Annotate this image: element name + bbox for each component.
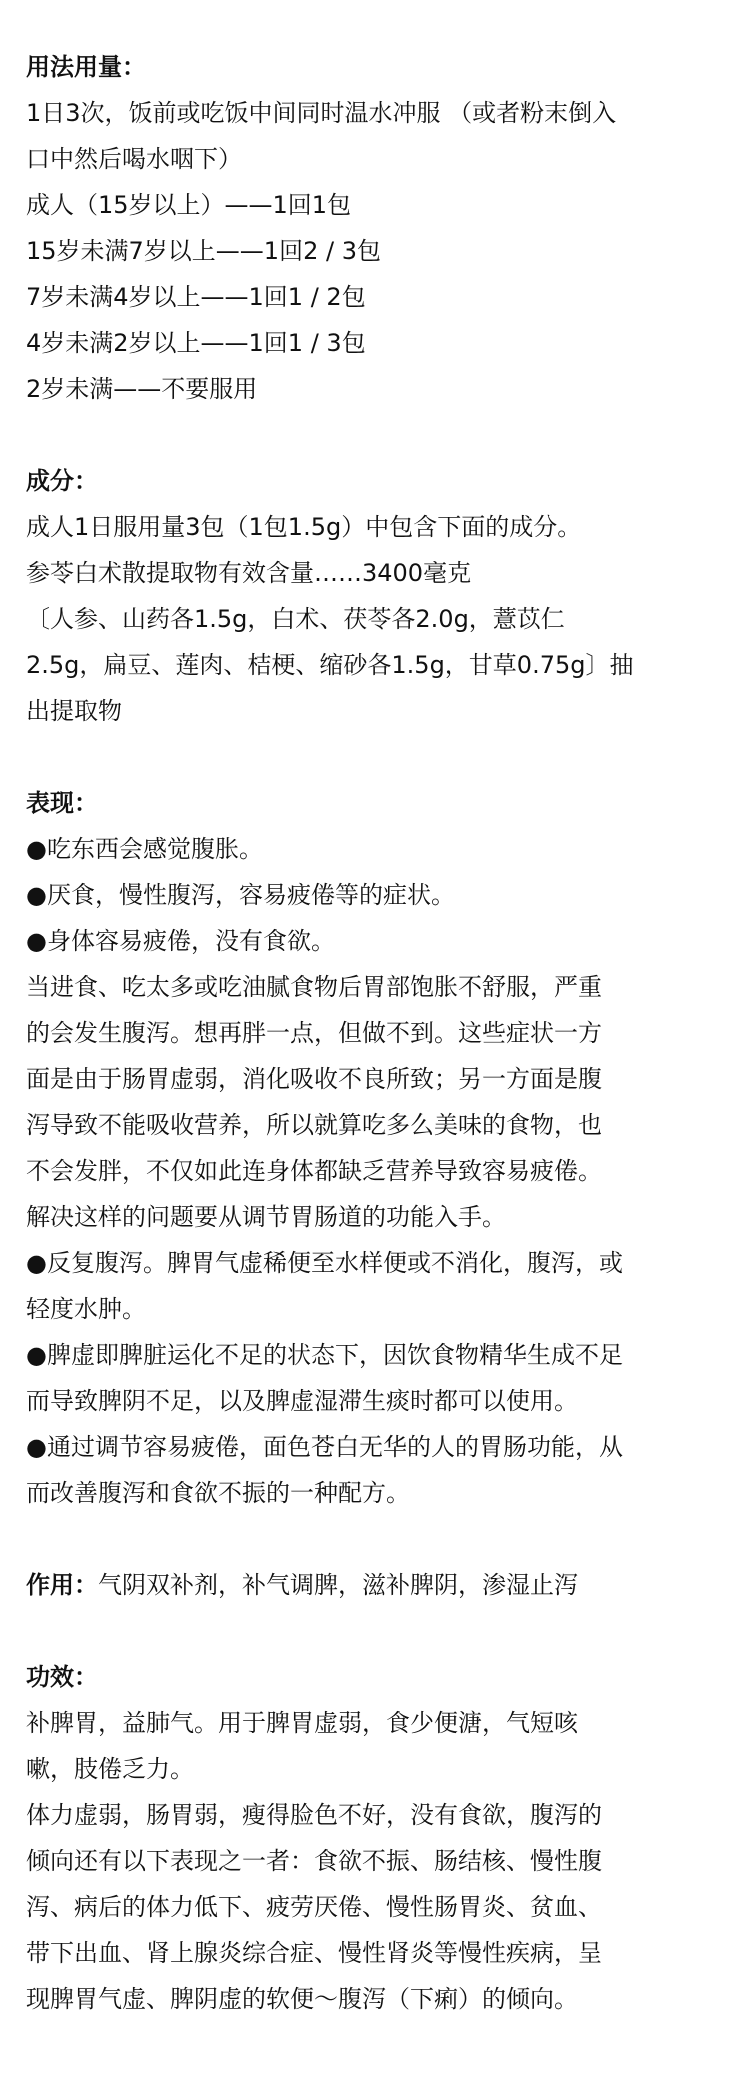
efficacy-line: 泻、病后的体力低下、疲劳厌倦、慢性肠胃炎、贫血、 <box>26 1893 602 1921</box>
symptoms-section <box>26 780 724 1516</box>
action-heading: 作用： <box>26 1571 98 1599</box>
ingredients-line: 出提取物 <box>26 697 122 725</box>
symptoms-line: ●厌食，慢性腹泻，容易疲倦等的症状。 <box>26 881 455 909</box>
usage-line: 1日3次，饭前或吃饭中间同时温水冲服 （或者粉末倒入 <box>26 99 617 127</box>
usage-line: 7岁未满4岁以上——1回1 / 2包 <box>26 283 366 311</box>
symptoms-line: 解决这样的问题要从调节胃肠道的功能入手。 <box>26 1203 506 1231</box>
efficacy-line: 体力虚弱，肠胃弱，瘦得脸色不好，没有食欲，腹泻的 <box>26 1801 602 1829</box>
ingredients-section <box>26 458 724 734</box>
symptoms-line: ●反复腹泻。脾胃气虚稀便至水样便或不消化，腹泻，或 <box>26 1249 623 1277</box>
usage-line: 口中然后喝水咽下） <box>26 145 242 173</box>
action-text: 气阴双补剂，补气调脾，滋补脾阴，渗湿止泻 <box>98 1571 578 1599</box>
action-row <box>26 1562 724 1608</box>
usage-heading: 用法用量： <box>26 53 146 81</box>
ingredients-line: 参苓白术散提取物有效含量……3400毫克 <box>26 559 472 587</box>
symptoms-line: 面是由于肠胃虚弱，消化吸收不良所致；另一方面是腹 <box>26 1065 602 1093</box>
usage-line: 4岁未满2岁以上——1回1 / 3包 <box>26 329 366 357</box>
symptoms-heading: 表现： <box>26 789 98 817</box>
symptoms-line: 而改善腹泻和食欲不振的一种配方。 <box>26 1479 410 1507</box>
ingredients-line: 成人1日服用量3包（1包1.5g）中包含下面的成分。 <box>26 513 582 541</box>
efficacy-line: 倾向还有以下表现之一者：食欲不振、肠结核、慢性腹 <box>26 1847 602 1875</box>
symptoms-line: ●身体容易疲倦，没有食欲。 <box>26 927 335 955</box>
usage-line: 成人（15岁以上）——1回1包 <box>26 191 352 219</box>
usage-line: 2岁未满——不要服用 <box>26 375 258 403</box>
efficacy-section <box>26 1654 724 2022</box>
efficacy-line: 带下出血、肾上腺炎综合症、慢性肾炎等慢性疾病，呈 <box>26 1939 602 1967</box>
symptoms-line: 当进食、吃太多或吃油腻食物后胃部饱胀不舒服，严重 <box>26 973 602 1001</box>
symptoms-line: 不会发胖，不仅如此连身体都缺乏营养导致容易疲倦。 <box>26 1157 602 1185</box>
usage-line: 15岁未满7岁以上——1回2 / 3包 <box>26 237 381 265</box>
symptoms-line: ●通过调节容易疲倦，面色苍白无华的人的胃肠功能，从 <box>26 1433 623 1461</box>
efficacy-heading: 功效： <box>26 1663 98 1691</box>
ingredients-line: 2.5g，扁豆、莲肉、桔梗、缩砂各1.5g，甘草0.75g〕抽 <box>26 651 634 679</box>
symptoms-line: 的会发生腹泻。想再胖一点，但做不到。这些症状一方 <box>26 1019 602 1047</box>
ingredients-line: 〔人参、山药各1.5g，白术、茯苓各2.0g，薏苡仁 <box>26 605 565 633</box>
usage-section <box>26 44 724 412</box>
symptoms-line: 轻度水肿。 <box>26 1295 146 1323</box>
efficacy-line: 现脾胃气虚、脾阴虚的软便～腹泻（下痢）的倾向。 <box>26 1985 578 2013</box>
symptoms-line: ●脾虚即脾脏运化不足的状态下，因饮食物精华生成不足 <box>26 1341 623 1369</box>
ingredients-heading: 成分： <box>26 467 98 495</box>
symptoms-line: 泻导致不能吸收营养，所以就算吃多么美味的食物，也 <box>26 1111 602 1139</box>
symptoms-line: 而导致脾阴不足，以及脾虚湿滞生痰时都可以使用。 <box>26 1387 578 1415</box>
action-section <box>26 1562 724 1608</box>
efficacy-line: 补脾胃，益肺气。用于脾胃虚弱，食少便溏，气短咳 <box>26 1709 578 1737</box>
efficacy-line: 嗽，肢倦乏力。 <box>26 1755 194 1783</box>
symptoms-line: ●吃东西会感觉腹胀。 <box>26 835 263 863</box>
